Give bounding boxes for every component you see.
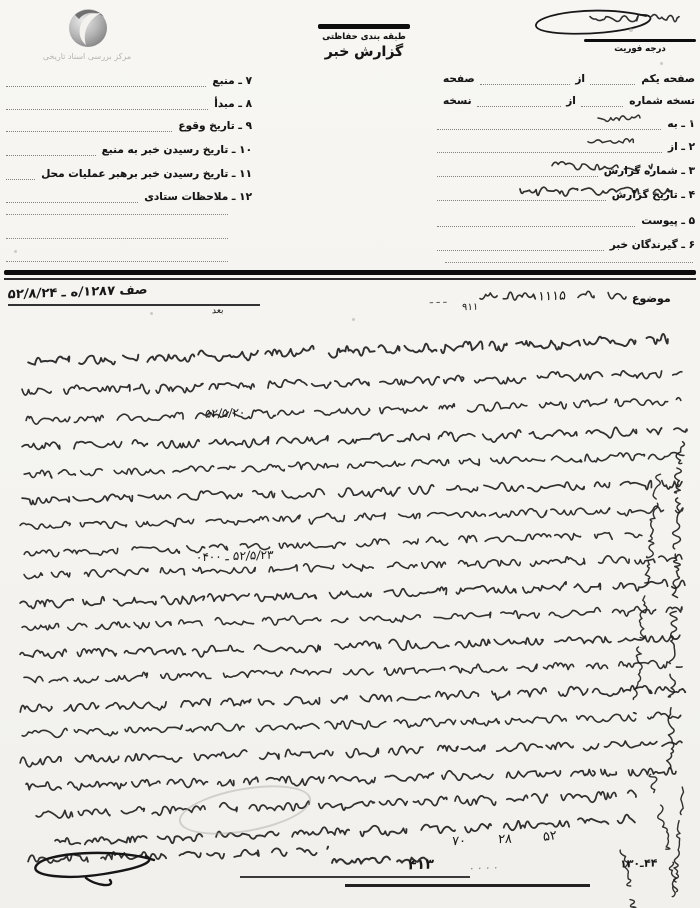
dotted-rule (581, 94, 623, 107)
field-label-from: ۲ ـ از (668, 141, 695, 153)
scan-speck (150, 312, 153, 315)
subject-handwriting (480, 285, 534, 307)
field-row-staff-remarks (6, 190, 252, 203)
field-value-handwriting (552, 156, 652, 178)
footer-underline (345, 884, 590, 887)
dotted-rule (477, 94, 562, 107)
footer-number-130: ۴۴ـ۱۳۰ (619, 856, 658, 871)
globe-logo-icon (55, 4, 119, 52)
urgency-handwriting (590, 8, 682, 30)
field-row-attachment (437, 214, 695, 227)
scan-speck (352, 318, 355, 321)
footer-handwriting (332, 848, 428, 873)
field-label-source: ۷ ـ منبع (212, 75, 252, 87)
archive-watermark (22, 4, 152, 61)
copy-row-of: از (566, 95, 576, 107)
footer-dots: · · · · (469, 861, 499, 876)
field-value-handwriting (588, 132, 636, 152)
page-row-of: از (575, 73, 586, 85)
page-row-end: صفحه (443, 73, 475, 85)
dotted-rule (437, 238, 604, 251)
dotted-rule (6, 261, 228, 262)
field-label-origin: ۸ ـ مبدأ (214, 98, 252, 110)
subject-subnumber: ۹۱۱ (461, 301, 479, 314)
dotted-rule (6, 190, 138, 203)
page-row-start: صفحه یکم (641, 73, 695, 85)
subject-dashes: ـ ـ ـ (429, 292, 448, 307)
footer-underline (240, 876, 470, 878)
divider-heavy (4, 270, 696, 275)
field-value-handwriting (520, 180, 668, 202)
field-label-recipients: ۶ ـ گیرندگان خبر (609, 239, 695, 251)
signature-flourish-icon (26, 842, 166, 896)
reference-note: بعد (211, 305, 224, 317)
dotted-rule (6, 167, 35, 180)
copy-number-row (437, 94, 695, 107)
footer-number-413: ۴۱۳ (407, 856, 435, 874)
body-date-annotation: ۵۲/۵/۲۰ (204, 405, 246, 421)
field-label-news-to-source-date: ۱۰ ـ تاریخ رسیدن خبر به منبع (101, 144, 252, 156)
dotted-rule (480, 72, 571, 85)
scan-speck (660, 62, 663, 65)
field-row-source (6, 74, 252, 87)
subject-handwriting (578, 284, 626, 306)
field-label-report-date: ۴ ـ تاریخ گزارش (611, 189, 695, 201)
field-value-handwriting (598, 108, 640, 128)
body-date-annotation: ۵۲/۵/۲۳ ـ ۰۴۰۰ (195, 547, 274, 565)
dotted-rule (6, 214, 228, 215)
scan-speck (690, 120, 693, 123)
field-label-report-number: ۳ ـ شماره گزارش (603, 165, 695, 177)
urgency-label: درجه فوریت (614, 44, 666, 54)
field-row-occurrence-date (6, 119, 252, 132)
field-row-recipients (437, 238, 695, 251)
field-row-from (437, 140, 695, 153)
classification-label: طبقه بندی حفاظتی (322, 32, 406, 42)
footer-number-28: ۲۸ (497, 831, 513, 848)
field-label-news-to-ops-date: ۱۱ ـ تاریخ رسیدن خبر برهبر عملیات محل (41, 168, 252, 180)
scan-speck (14, 250, 17, 253)
field-row-news-to-ops-date (6, 167, 252, 180)
field-row-origin (6, 97, 252, 110)
footer-number-70: ۷۰ (451, 833, 467, 850)
footer-number-52: ۵۲ (542, 828, 558, 845)
page-number-row (437, 72, 695, 85)
dotted-rule (6, 238, 228, 239)
dotted-rule (437, 214, 635, 227)
dotted-rule (6, 97, 208, 110)
dotted-rule (6, 74, 206, 87)
copy-row-end: نسخه (443, 95, 472, 107)
subject-label: موضوع (632, 292, 671, 305)
dotted-rule (590, 72, 635, 85)
scan-speck (629, 28, 633, 32)
reference-line: صف ۱۲۸۷/ه ـ ۵۲/۸/۲۴ (7, 282, 149, 303)
field-label-staff-remarks: ۱۲ ـ ملاحظات ستادی (144, 191, 252, 203)
urgency-underline (584, 39, 696, 42)
field-row-to (437, 117, 695, 130)
field-label-attachment: ۵ ـ پیوست (641, 215, 695, 227)
watermark-caption: مرکز بررسی اسناد تاریخی (42, 52, 132, 61)
dotted-rule (445, 262, 693, 263)
field-label-occurrence-date: ۹ ـ تاریخ وقوع (178, 120, 252, 132)
subject-number: ۱۱۱۵ (537, 288, 567, 305)
dotted-rule (6, 143, 96, 156)
report-title: گزارش خبر (324, 44, 404, 60)
divider-thin (4, 278, 696, 280)
copy-row-start: نسخه شماره (629, 95, 695, 107)
field-row-news-to-source-date (6, 143, 252, 156)
dotted-rule (6, 119, 172, 132)
field-label-to: ۱ ـ به (667, 118, 695, 130)
classification-bar (318, 24, 410, 29)
